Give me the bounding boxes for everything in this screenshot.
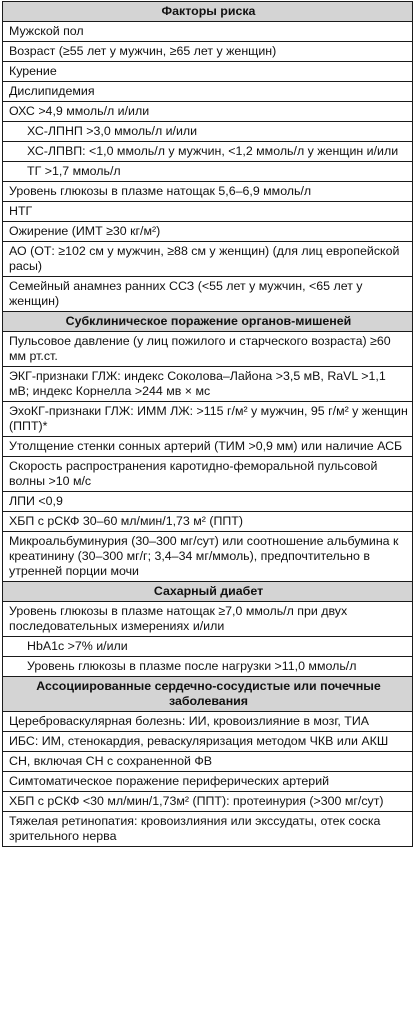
table-row [3,222,413,242]
table-cell: Симтоматическое поражение периферических артерий [3,772,413,792]
table-subrow [3,637,413,657]
table-cell: ХБП с рСКФ 30–60 мл/мин/1,73 м² (ППТ) [3,512,413,532]
table-subrow [3,122,413,142]
table-row [3,22,413,42]
table-cell: ХС-ЛПВП: <1,0 ммоль/л у мужчин, <1,2 ммоль/л у женщин и/или [3,142,413,162]
section-header: Субклиническое поражение органов-мишеней [3,312,413,332]
table-row [3,242,413,277]
table-row [3,602,413,637]
risk-table-body [3,2,413,847]
table-cell: Микроальбуминурия (30–300 мг/сут) или соотношение альбумина к креатинину (30–300 мг/г; 3,4–34 мг/ммоль), предпочтительно в утренней порции мочи [3,532,413,582]
table-cell: HbA1c >7% и/или [3,637,413,657]
table-row [3,202,413,222]
section-header-row [3,312,413,332]
table-cell: Ожирение (ИМТ ≥30 кг/м²) [3,222,413,242]
table-row [3,182,413,202]
table-cell: Утолщение стенки сонных артерий (ТИМ >0,9 мм) или наличие АСБ [3,437,413,457]
table-cell: АО (ОТ: ≥102 см у мужчин, ≥88 см у женщин) (для лиц европейской расы) [3,242,413,277]
table-cell: ТГ >1,7 ммоль/л [3,162,413,182]
table-row [3,752,413,772]
table-cell: Тяжелая ретинопатия: кровоизлияния или экссудаты, отек соска зрительного нерва [3,812,413,847]
table-row [3,457,413,492]
table-cell: Скорость распространения каротидно-феморальной пульсовой волны >10 м/с [3,457,413,492]
table-cell: ЭКГ-признаки ГЛЖ: индекс Соколова–Лайона >3,5 мВ, RaVL >1,1 мВ; индекс Корнелла >244 мв × мс [3,367,413,402]
section-header-row [3,582,413,602]
section-header-row [3,2,413,22]
table-subrow [3,142,413,162]
table-cell: Уровень глюкозы в плазме натощак 5,6–6,9 ммоль/л [3,182,413,202]
table-cell: НТГ [3,202,413,222]
table-cell: Уровень глюкозы в плазме после нагрузки >11,0 ммоль/л [3,657,413,677]
table-cell: Дислипидемия [3,82,413,102]
table-cell: Цереброваскулярная болезнь: ИИ, кровоизлияние в мозг, ТИА [3,712,413,732]
table-subrow [3,657,413,677]
table-row [3,332,413,367]
table-row [3,512,413,532]
table-cell: ХС-ЛПНП >3,0 ммоль/л и/или [3,122,413,142]
table-cell: ХБП с рСКФ <30 мл/мин/1,73м² (ППТ): протеинурия (>300 мг/сут) [3,792,413,812]
table-row [3,277,413,312]
table-cell: Мужской пол [3,22,413,42]
table-row [3,732,413,752]
section-header: Сахарный диабет [3,582,413,602]
table-row [3,492,413,512]
table-cell: Пульсовое давление (у лиц пожилого и старческого возраста) ≥60 мм рт.ст. [3,332,413,367]
section-header: Ассоциированные сердечно-сосудистые или почечные заболевания [3,677,413,712]
table-cell: Уровень глюкозы в плазме натощак ≥7,0 ммоль/л при двух последовательных измерениях и/или [3,602,413,637]
table-row [3,42,413,62]
table-row [3,772,413,792]
section-header-row [3,677,413,712]
table-cell: Курение [3,62,413,82]
table-row [3,62,413,82]
table-cell: ОХС >4,9 ммоль/л и/или [3,102,413,122]
table-row [3,712,413,732]
table-cell: СН, включая СН с сохраненной ФВ [3,752,413,772]
table-row [3,437,413,457]
table-row [3,532,413,582]
table-row [3,812,413,847]
table-cell: ИБС: ИМ, стенокардия, реваскуляризация методом ЧКВ или АКШ [3,732,413,752]
table-row [3,102,413,122]
table-cell: ЭхоКГ-признаки ГЛЖ: ИММ ЛЖ: >115 г/м² у мужчин, 95 г/м² у женщин (ППТ)* [3,402,413,437]
table-subrow [3,162,413,182]
table-row [3,402,413,437]
table-cell: ЛПИ <0,9 [3,492,413,512]
table-cell: Возраст (≥55 лет у мужчин, ≥65 лет у женщин) [3,42,413,62]
table-cell: Семейный анамнез ранних ССЗ (<55 лет у мужчин, <65 лет у женщин) [3,277,413,312]
table-row [3,367,413,402]
risk-factors-table [2,1,413,847]
table-row [3,82,413,102]
section-header: Факторы риска [3,2,413,22]
table-row [3,792,413,812]
